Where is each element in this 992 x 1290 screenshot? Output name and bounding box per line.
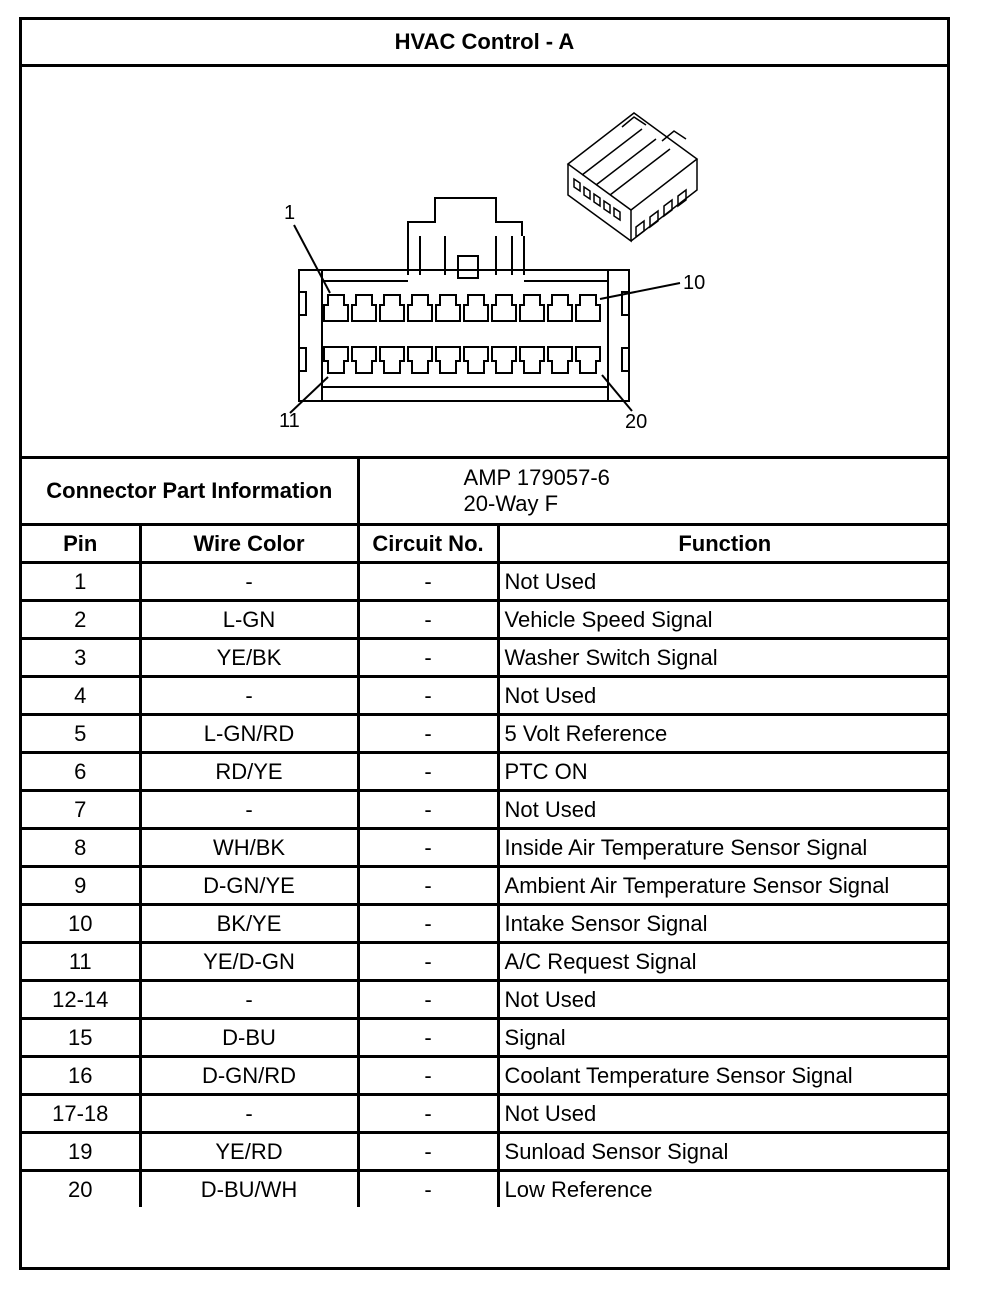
- table-row: [22, 753, 950, 791]
- table-row: [22, 1095, 950, 1133]
- table-row: [22, 1171, 950, 1208]
- circuit-cell: -: [358, 1133, 498, 1171]
- pin-cell: 5: [22, 715, 140, 753]
- connector-3d-icon: [568, 113, 697, 241]
- table-row: [22, 981, 950, 1019]
- circuit-cell: -: [358, 1095, 498, 1133]
- wire-color-cell: D-GN/YE: [140, 867, 358, 905]
- wire-color-cell: YE/RD: [140, 1133, 358, 1171]
- table-row: [22, 563, 950, 601]
- wire-color-cell: D-BU/WH: [140, 1171, 358, 1208]
- table-row: [22, 1057, 950, 1095]
- circuit-cell: -: [358, 791, 498, 829]
- circuit-cell: -: [358, 601, 498, 639]
- circuit-cell: -: [358, 1057, 498, 1095]
- pin-cell: 8: [22, 829, 140, 867]
- wire-color-cell: D-GN/RD: [140, 1057, 358, 1095]
- table-row: [22, 867, 950, 905]
- pinout-rows: [22, 563, 950, 1208]
- connector-info-row: [22, 459, 950, 525]
- table-row: [22, 905, 950, 943]
- connector-description: 20-Way F: [463, 491, 559, 516]
- page-title: HVAC Control - A: [22, 20, 947, 67]
- connector-face-diagram: [22, 67, 950, 456]
- function-cell: Low Reference: [498, 1171, 950, 1208]
- pin-cell: 3: [22, 639, 140, 677]
- header-wire-color: Wire Color: [140, 525, 358, 563]
- wire-color-cell: WH/BK: [140, 829, 358, 867]
- connector-figure: [22, 67, 947, 459]
- header-row: [22, 525, 950, 563]
- leader-pin-20-icon: [602, 375, 632, 411]
- table-row: [22, 677, 950, 715]
- pinout-table: [22, 459, 950, 1207]
- function-cell: Intake Sensor Signal: [498, 905, 950, 943]
- circuit-cell: -: [358, 1019, 498, 1057]
- function-cell: Signal: [498, 1019, 950, 1057]
- wire-color-cell: BK/YE: [140, 905, 358, 943]
- function-cell: Not Used: [498, 1095, 950, 1133]
- wire-color-cell: L-GN/RD: [140, 715, 358, 753]
- circuit-cell: -: [358, 829, 498, 867]
- pin-cell: 6: [22, 753, 140, 791]
- pin-cell: 4: [22, 677, 140, 715]
- pin-label-10: 10: [683, 272, 706, 294]
- pin-cell: 20: [22, 1171, 140, 1208]
- pin-cell: 12-14: [22, 981, 140, 1019]
- header-function: Function: [498, 525, 950, 563]
- header-circuit-no: Circuit No.: [358, 525, 498, 563]
- function-cell: Vehicle Speed Signal: [498, 601, 950, 639]
- function-cell: Washer Switch Signal: [498, 639, 950, 677]
- table-row: [22, 791, 950, 829]
- leader-pin-10-icon: [600, 283, 680, 299]
- table-row: [22, 601, 950, 639]
- wire-color-cell: -: [140, 981, 358, 1019]
- top-pin-row-icon: [324, 295, 600, 321]
- function-cell: Ambient Air Temperature Sensor Signal: [498, 867, 950, 905]
- function-cell: Not Used: [498, 981, 950, 1019]
- connector-sheet: [19, 17, 950, 1270]
- pin-label-20: 20: [625, 411, 648, 433]
- function-cell: Not Used: [498, 563, 950, 601]
- bottom-pin-row-icon: [324, 347, 600, 373]
- connector-info-value: [358, 459, 950, 525]
- circuit-cell: -: [358, 753, 498, 791]
- wire-color-cell: -: [140, 677, 358, 715]
- wire-color-cell: D-BU: [140, 1019, 358, 1057]
- table-row: [22, 1133, 950, 1171]
- function-cell: Sunload Sensor Signal: [498, 1133, 950, 1171]
- circuit-cell: -: [358, 1171, 498, 1208]
- function-cell: Not Used: [498, 791, 950, 829]
- circuit-cell: -: [358, 981, 498, 1019]
- pin-cell: 15: [22, 1019, 140, 1057]
- function-cell: Coolant Temperature Sensor Signal: [498, 1057, 950, 1095]
- circuit-cell: -: [358, 639, 498, 677]
- pin-cell: 1: [22, 563, 140, 601]
- wire-color-cell: YE/D-GN: [140, 943, 358, 981]
- pin-label-11: 11: [279, 410, 300, 432]
- pin-label-1: 1: [284, 202, 296, 224]
- function-cell: Not Used: [498, 677, 950, 715]
- connector-part-number: AMP 179057-6: [463, 465, 610, 490]
- pin-cell: 9: [22, 867, 140, 905]
- circuit-cell: -: [358, 943, 498, 981]
- function-cell: 5 Volt Reference: [498, 715, 950, 753]
- table-row: [22, 829, 950, 867]
- circuit-cell: -: [358, 563, 498, 601]
- wire-color-cell: YE/BK: [140, 639, 358, 677]
- pin-cell: 7: [22, 791, 140, 829]
- pin-cell: 10: [22, 905, 140, 943]
- table-row: [22, 1019, 950, 1057]
- circuit-cell: -: [358, 715, 498, 753]
- function-cell: A/C Request Signal: [498, 943, 950, 981]
- circuit-cell: -: [358, 677, 498, 715]
- wire-color-cell: -: [140, 791, 358, 829]
- connector-info-label: Connector Part Information: [22, 459, 358, 525]
- latch-window-icon: [458, 256, 478, 278]
- wire-color-cell: -: [140, 563, 358, 601]
- header-pin: Pin: [22, 525, 140, 563]
- connector-body-icon: [299, 270, 629, 401]
- function-cell: Inside Air Temperature Sensor Signal: [498, 829, 950, 867]
- table-row: [22, 715, 950, 753]
- latch-icon: [408, 198, 522, 236]
- pin-cell: 19: [22, 1133, 140, 1171]
- function-cell: PTC ON: [498, 753, 950, 791]
- table-row: [22, 943, 950, 981]
- pin-cell: 2: [22, 601, 140, 639]
- wire-color-cell: RD/YE: [140, 753, 358, 791]
- circuit-cell: -: [358, 867, 498, 905]
- pin-cell: 11: [22, 943, 140, 981]
- wire-color-cell: -: [140, 1095, 358, 1133]
- table-row: [22, 639, 950, 677]
- pin-cell: 17-18: [22, 1095, 140, 1133]
- wire-color-cell: L-GN: [140, 601, 358, 639]
- pin-cell: 16: [22, 1057, 140, 1095]
- circuit-cell: -: [358, 905, 498, 943]
